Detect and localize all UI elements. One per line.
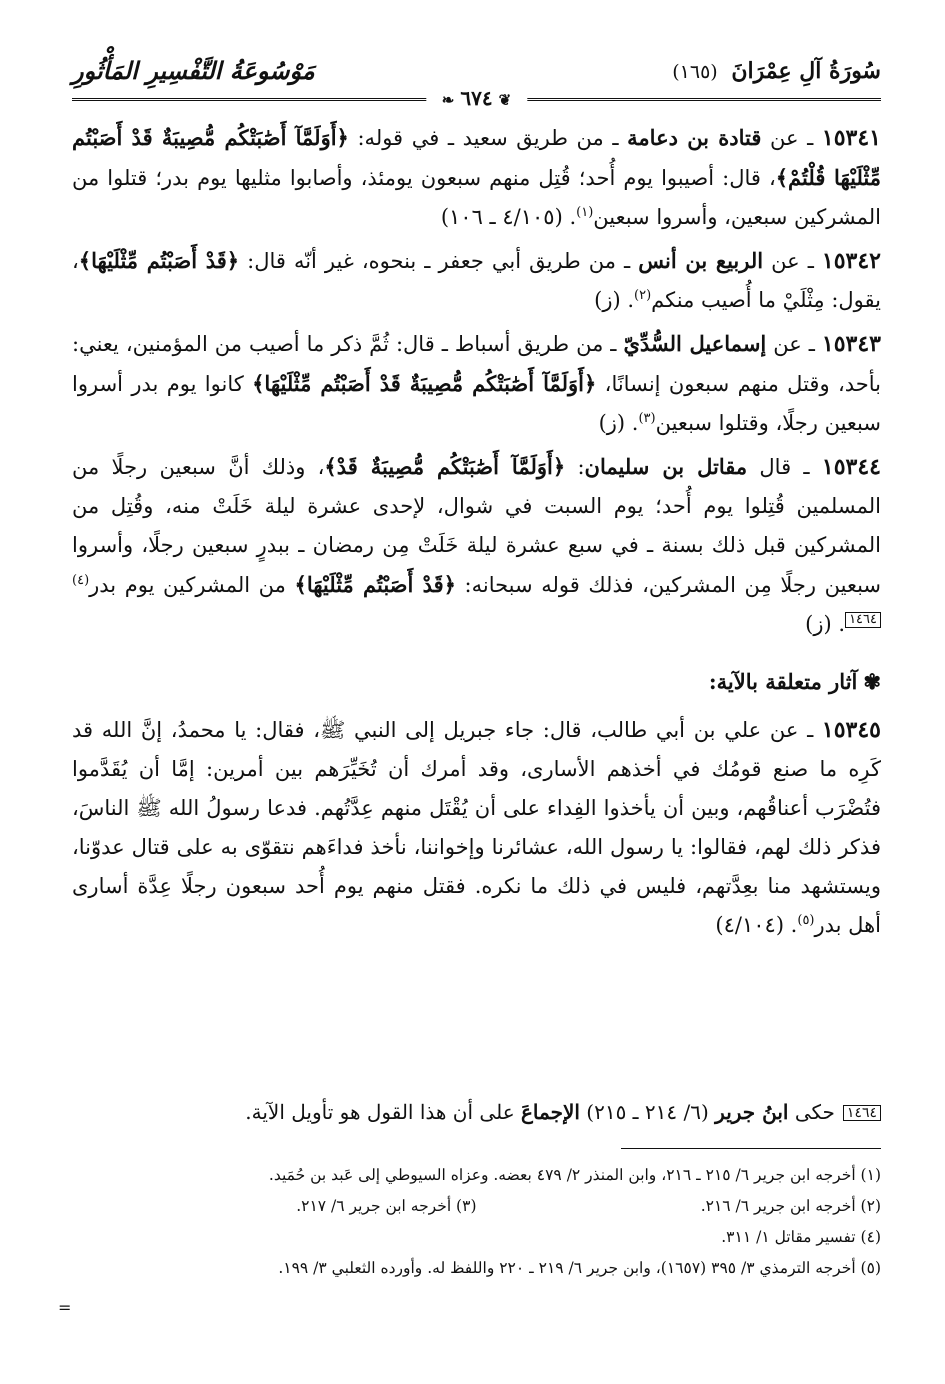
quran-quote: ﴿قَدْ أَصَبْتُم مِّثْلَيْهَا﴾ (294, 572, 456, 597)
note-bold: ابنُ جرير (715, 1100, 789, 1124)
entry-text: ـ من طريق أسباط ـ قال: ثُمَّ ذكر ما أصيب من المؤمنين، يعني: بأحد، وقتل منهم سبعون إنسانًا، (72, 332, 881, 396)
entry-text: ، يقول: مِثْلَيْ ما أُصيب منكم (72, 249, 881, 312)
quran-quote: ﴿أَوَلَمَّآ أَصَٰبَتْكُم مُّصِيبَةٌ قَدْ﴾ (324, 454, 566, 479)
footnotes (72, 1160, 881, 1284)
entry-text: ـ من طريق أبي جعفر ـ بنحوه، غير أنّه قال: (239, 249, 639, 273)
margin-mark: = (58, 1298, 72, 1317)
narration-entry (72, 447, 881, 644)
surah-name: سُورَةُ آلِ عِمْرَانَ (731, 58, 881, 84)
note-text: (٦/ ٢١٤ ـ ٢١٥) (579, 1100, 716, 1124)
entry-number: ١٥٣٤٥ (821, 717, 881, 743)
entry-text: كانوا يوم بدر أسروا سبعين رجلًا، وقتلوا سبعين (72, 372, 881, 435)
entry-number: ١٥٣٤٣ (821, 331, 881, 357)
note-text: على أن هذا القول هو تأويل الآية. (245, 1100, 521, 1124)
entry-text: ـ قال (747, 455, 810, 479)
section-title: آثار متعلقة بالآية: (708, 669, 858, 694)
narrator-name: قتادة بن دعامة (627, 125, 762, 150)
entry-text: ـ عن علي بن أبي طالب، قال: جاء جبريل إلى النبي ﷺ، فقال: يا محمدُ، إنَّ الله قد كَرِه ما صنع قومُك في أخذهم الأسارى، وقد أمرك أن تُخَيِّرَهم بين أمرين: إمَّا أن يُقَدَّموا فتُضْرَب أعناقُهم، وبين أن يأخذوا الفِداء على أن يُقْتَل منهم عِدَّتُهم. فدعا رسولُ الله ﷺ الناسَ، فذكر ذلك لهم، فقالوا: يا رسول الله، عشائرنا وإخواننا، نأخذ فداءَهم نتقوّى به على قتال عدوّنا، ويستشهد منا بعِدَّتهم، فليس في ذلك ما نكره. فقتل منهم يوم أُحد سبعون رجلًا عِدَّة أسارى أهل بدر (72, 718, 881, 937)
volume-citation: . (ز) (598, 411, 639, 435)
footnote: (٤) تفسير مقاتل ١/ ٣١١. (721, 1228, 881, 1246)
footnote-marker[interactable]: (٥) (797, 913, 815, 928)
footnote-marker[interactable]: (٣) (638, 411, 656, 426)
narrator-name: إسماعيل السُّدِّيّ (623, 331, 767, 356)
page-header (72, 48, 881, 108)
page-number-value: ٦٧٤ (460, 86, 493, 110)
quran-quote: ﴿أَوَلَمَّآ أَصَٰبَتْكُم مُّصِيبَةٌ قَدْ أَصَبْتُم مِّثْلَيْهَا﴾ (252, 371, 597, 396)
quran-quote: ﴿قَدْ أَصَبْتُم مِّثْلَيْهَا﴾ (78, 248, 240, 273)
entry-text: ـ عن (763, 249, 814, 273)
footnote-marker[interactable]: (٢) (634, 288, 652, 303)
volume-citation: . (٤/١٠٤) (715, 913, 798, 937)
narrator-name: مقاتل بن سليمان (584, 454, 748, 479)
footnote: (٢) أخرجه ابن جرير ٦/ ٢١٦. (700, 1197, 881, 1215)
footnote-row (72, 1191, 881, 1222)
footnote: (٣) أخرجه ابن جرير ٦/ ٢١٧. (296, 1197, 477, 1215)
commentary-note (72, 1096, 881, 1128)
volume-citation: . (ز) (805, 612, 846, 636)
entry-text: : (565, 455, 585, 479)
narration-entry (72, 241, 881, 320)
footnote: (١) أخرجه ابن جرير ٦/ ٢١٥ ـ ٢١٦، وابن المنذر ٢/ ٤٧٩ بعضه. وعزاه السيوطي إلى عَبد بن حُمَيد. (268, 1166, 881, 1184)
volume-citation: . (٤/١٠٥ ـ ١٠٦) (440, 205, 577, 229)
entry-text: ـ عن (766, 332, 815, 356)
note-text: حكى (788, 1100, 835, 1124)
ornament-icon: ❧ (441, 91, 455, 109)
narrator-name: الربيع بن أنس (638, 248, 764, 273)
footnote-separator (621, 1148, 881, 1149)
main-text (72, 118, 881, 949)
volume-citation: . (ز) (594, 288, 635, 312)
quran-quote: ﴿أَوَلَمَّآ أَصَٰبَتْكُم مُّصِيبَةٌ قَدْ أَصَبْتُم مِّثْلَيْهَا قُلْتُمْ﴾ (72, 125, 881, 190)
entry-number: ١٥٣٤٤ (821, 454, 881, 480)
entry-number: ١٥٣٤١ (821, 125, 881, 151)
commentary-ref-box: ١٤٦٤ (843, 1105, 881, 1121)
narration-entry (72, 118, 881, 237)
ayah-number: (١٦٥) (672, 61, 718, 83)
footnote-marker[interactable]: (٤) (72, 573, 90, 588)
footnote: (٥) أخرجه الترمذي ٣/ ٣٩٥ (١٦٥٧)، وابن جرير ٦/ ٢١٩ ـ ٢٢٠ واللفظ له. وأورده الثعلبي ٣/ ١٩٩. (278, 1259, 881, 1277)
entry-text: ـ عن (761, 126, 814, 150)
footnote-marker[interactable]: (١) (576, 205, 594, 220)
narration-entry (72, 324, 881, 443)
flower-icon: ✾ (863, 669, 881, 694)
page-number (426, 86, 527, 110)
surah-title (672, 58, 881, 84)
narration-entry (72, 711, 881, 945)
entry-number: ١٥٣٤٢ (821, 248, 881, 274)
entry-text: من المشركين يوم بدر (89, 573, 295, 597)
commentary-ref-box[interactable]: ١٤٦٤ (845, 612, 881, 628)
entry-text: ، وذلك أنَّ سبعين رجلًا من المسلمين قُتِلوا يوم أُحد؛ يوم السبت في شوال، لإحدى عشرة ليلة خَلَتْ منه، وقُتِل من المشركين قبل ذلك بسنة ـ في سبع عشرة ليلة خَلَتْ مِن رمضان ـ ببدرٍ سبعين رجلًا، وأسروا سبعين رجلًا مِن المشركين، فذلك قوله سبحانه: (72, 455, 882, 597)
entry-text: ، قال: أصيبوا يوم أُحد؛ قُتِل منهم سبعون يومئذ، وأصابوا مثليها يوم بدر؛ قتلوا من المشركين سبعين، وأسروا سبعين (72, 166, 881, 229)
section-heading (72, 662, 881, 701)
entry-text: ـ من طريق سعيد ـ في قوله: (348, 126, 628, 150)
ornament-icon: ❦ (498, 91, 512, 109)
note-bold: الإجماعَ (521, 1100, 580, 1124)
book-title: مَوْسُوعَةُ التَّفْسِيرِ المَأْثُورِ (72, 56, 315, 85)
